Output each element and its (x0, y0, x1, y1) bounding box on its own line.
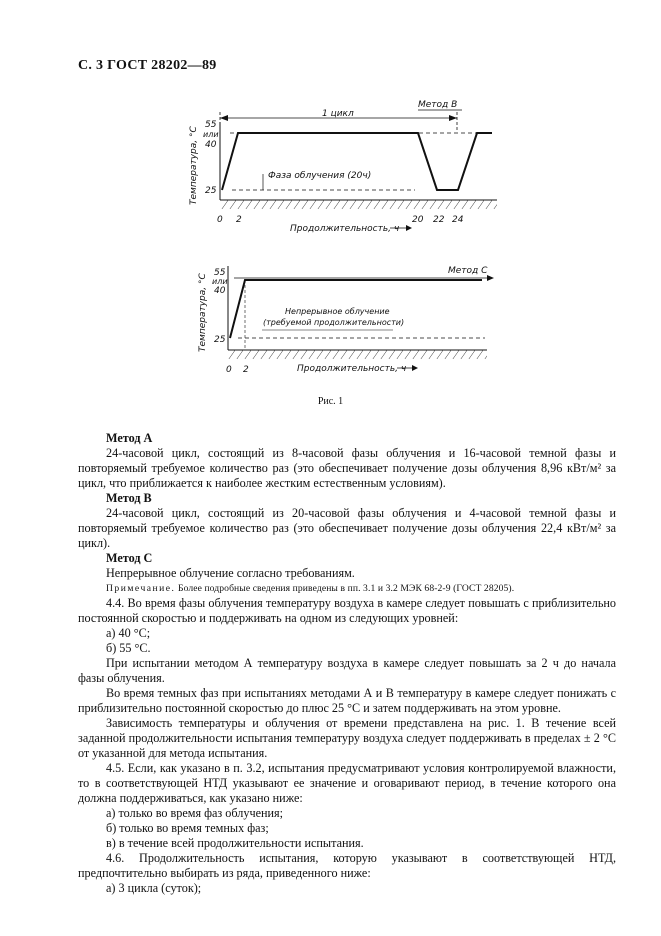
body-text (78, 431, 616, 896)
method-c-body: Непрерывное облучение согласно требованиям. (106, 566, 355, 580)
list-item-4-5-c: в) в течение всей продолжительности испытания. (106, 836, 364, 850)
x-tick-0: 0 (226, 365, 232, 375)
paragraph-method-a-heating: При испытании методом А температуру воздуха в камере следует повышать за 2 ч до начала фазы облучения. (78, 656, 616, 685)
phase-label-line-1: Непрерывное облучение (285, 307, 390, 316)
list-item-4-4-a: а) 40 °С; (106, 626, 151, 640)
paragraph-4-5: 4.5. Если, как указано в п. 3.2, испытания предусматривают условия контролируемой влажности, то в соответствующей НТД указывают ее значение и оговаривают период, в течение которого она должна поддерживаться, как указано ниже: (78, 761, 616, 805)
method-b-label: Метод В (418, 100, 458, 110)
y-tick-or: или (212, 277, 228, 286)
paragraph-4-6: 4.6. Продолжительность испытания, которую указывают в соответствующей НТД, предпочтительно выбирать из ряда, приведенного ниже: (78, 851, 616, 880)
list-item-4-4-b: б) 55 °С. (106, 641, 151, 655)
x-tick-2: 2 (236, 215, 242, 225)
figure-method-b (0, 0, 661, 260)
method-b-body: 24-часовой цикл, состоящий из 20-часовой фазы облучения и 4-часовой темной фазы и повторяемый требуемое количество раз (это обеспечивает получение дозы облучения 22,4 кВт/м² за цикл). (78, 506, 616, 550)
list-item-4-5-a: а) только во время фаз облучения; (106, 806, 284, 820)
method-b-title: Метод В (106, 491, 152, 505)
y-tick-40: 40 (205, 140, 217, 150)
phase-label: Фаза облучения (20ч) (268, 171, 372, 181)
x-tick-0: 0 (217, 215, 223, 225)
list-item-4-5-b: б) только во время темных фаз; (106, 821, 269, 835)
x-axis-label: Продолжительность, ч (297, 364, 407, 374)
figure-method-c (0, 260, 661, 390)
y-axis-label: Температура, °С (189, 126, 199, 205)
phase-label-line-2: (требуемой продолжительности) (263, 318, 405, 327)
y-tick-55: 55 (205, 120, 217, 130)
y-tick-55: 55 (214, 268, 226, 278)
page-header: С. 3 ГОСТ 28202—89 (78, 58, 217, 73)
y-tick-25: 25 (214, 335, 226, 345)
y-axis-label: Температура, °С (198, 273, 208, 352)
method-a-body: 24-часовой цикл, состоящий из 8-часовой фазы облучения и 16-часовой темной фазы и повторяемый требуемое количество раз (это обеспечивает получение дозы облучения 8,96 кВт/м² за цикл, что приближается к наиболее жестким естественным условиям). (78, 446, 616, 490)
x-axis-label: Продолжительность, ч (290, 224, 400, 234)
y-tick-25: 25 (205, 186, 217, 196)
note-label: Примечание. (106, 583, 176, 594)
method-a-title: Метод А (106, 431, 153, 445)
paragraph-4-4: 4.4. Во время фазы облучения температуру воздуха в камере следует повышать с приблизительно постоянной скоростью и поддерживать на одном из следующих уровней: (78, 596, 616, 625)
paragraph-dark-phases: Во время темных фаз при испытаниях методами А и В температуру в камере следует понижать с приблизительно постоянной скоростью до плюс 25 °С и затем поддерживать на этом уровне. (78, 686, 616, 715)
method-c-label: Метод С (448, 266, 488, 276)
cycle-label: 1 цикл (322, 109, 354, 119)
list-item-4-6-a: а) 3 цикла (суток); (106, 881, 202, 895)
x-tick-2: 2 (243, 365, 249, 375)
method-c-title: Метод С (106, 551, 153, 565)
paragraph-dependency: Зависимость температуры и облучения от времени представлена на рис. 1. В течение всей заданной продолжительности испытания температуру воздуха следует поддерживать в пределах ± 2 °С от указанной для метода испытания. (78, 716, 616, 760)
figure-caption: Рис. 1 (317, 396, 344, 407)
x-tick-24: 24 (452, 215, 464, 225)
y-tick-40: 40 (214, 286, 226, 296)
note (78, 581, 616, 596)
y-tick-or: или (203, 130, 219, 139)
note-body: Более подробные сведения приведены в пп. 3.1 и 3.2 МЭК 68-2-9 (ГОСТ 28205). (177, 583, 515, 594)
x-tick-20: 20 (412, 215, 424, 225)
x-tick-22: 22 (433, 215, 445, 225)
